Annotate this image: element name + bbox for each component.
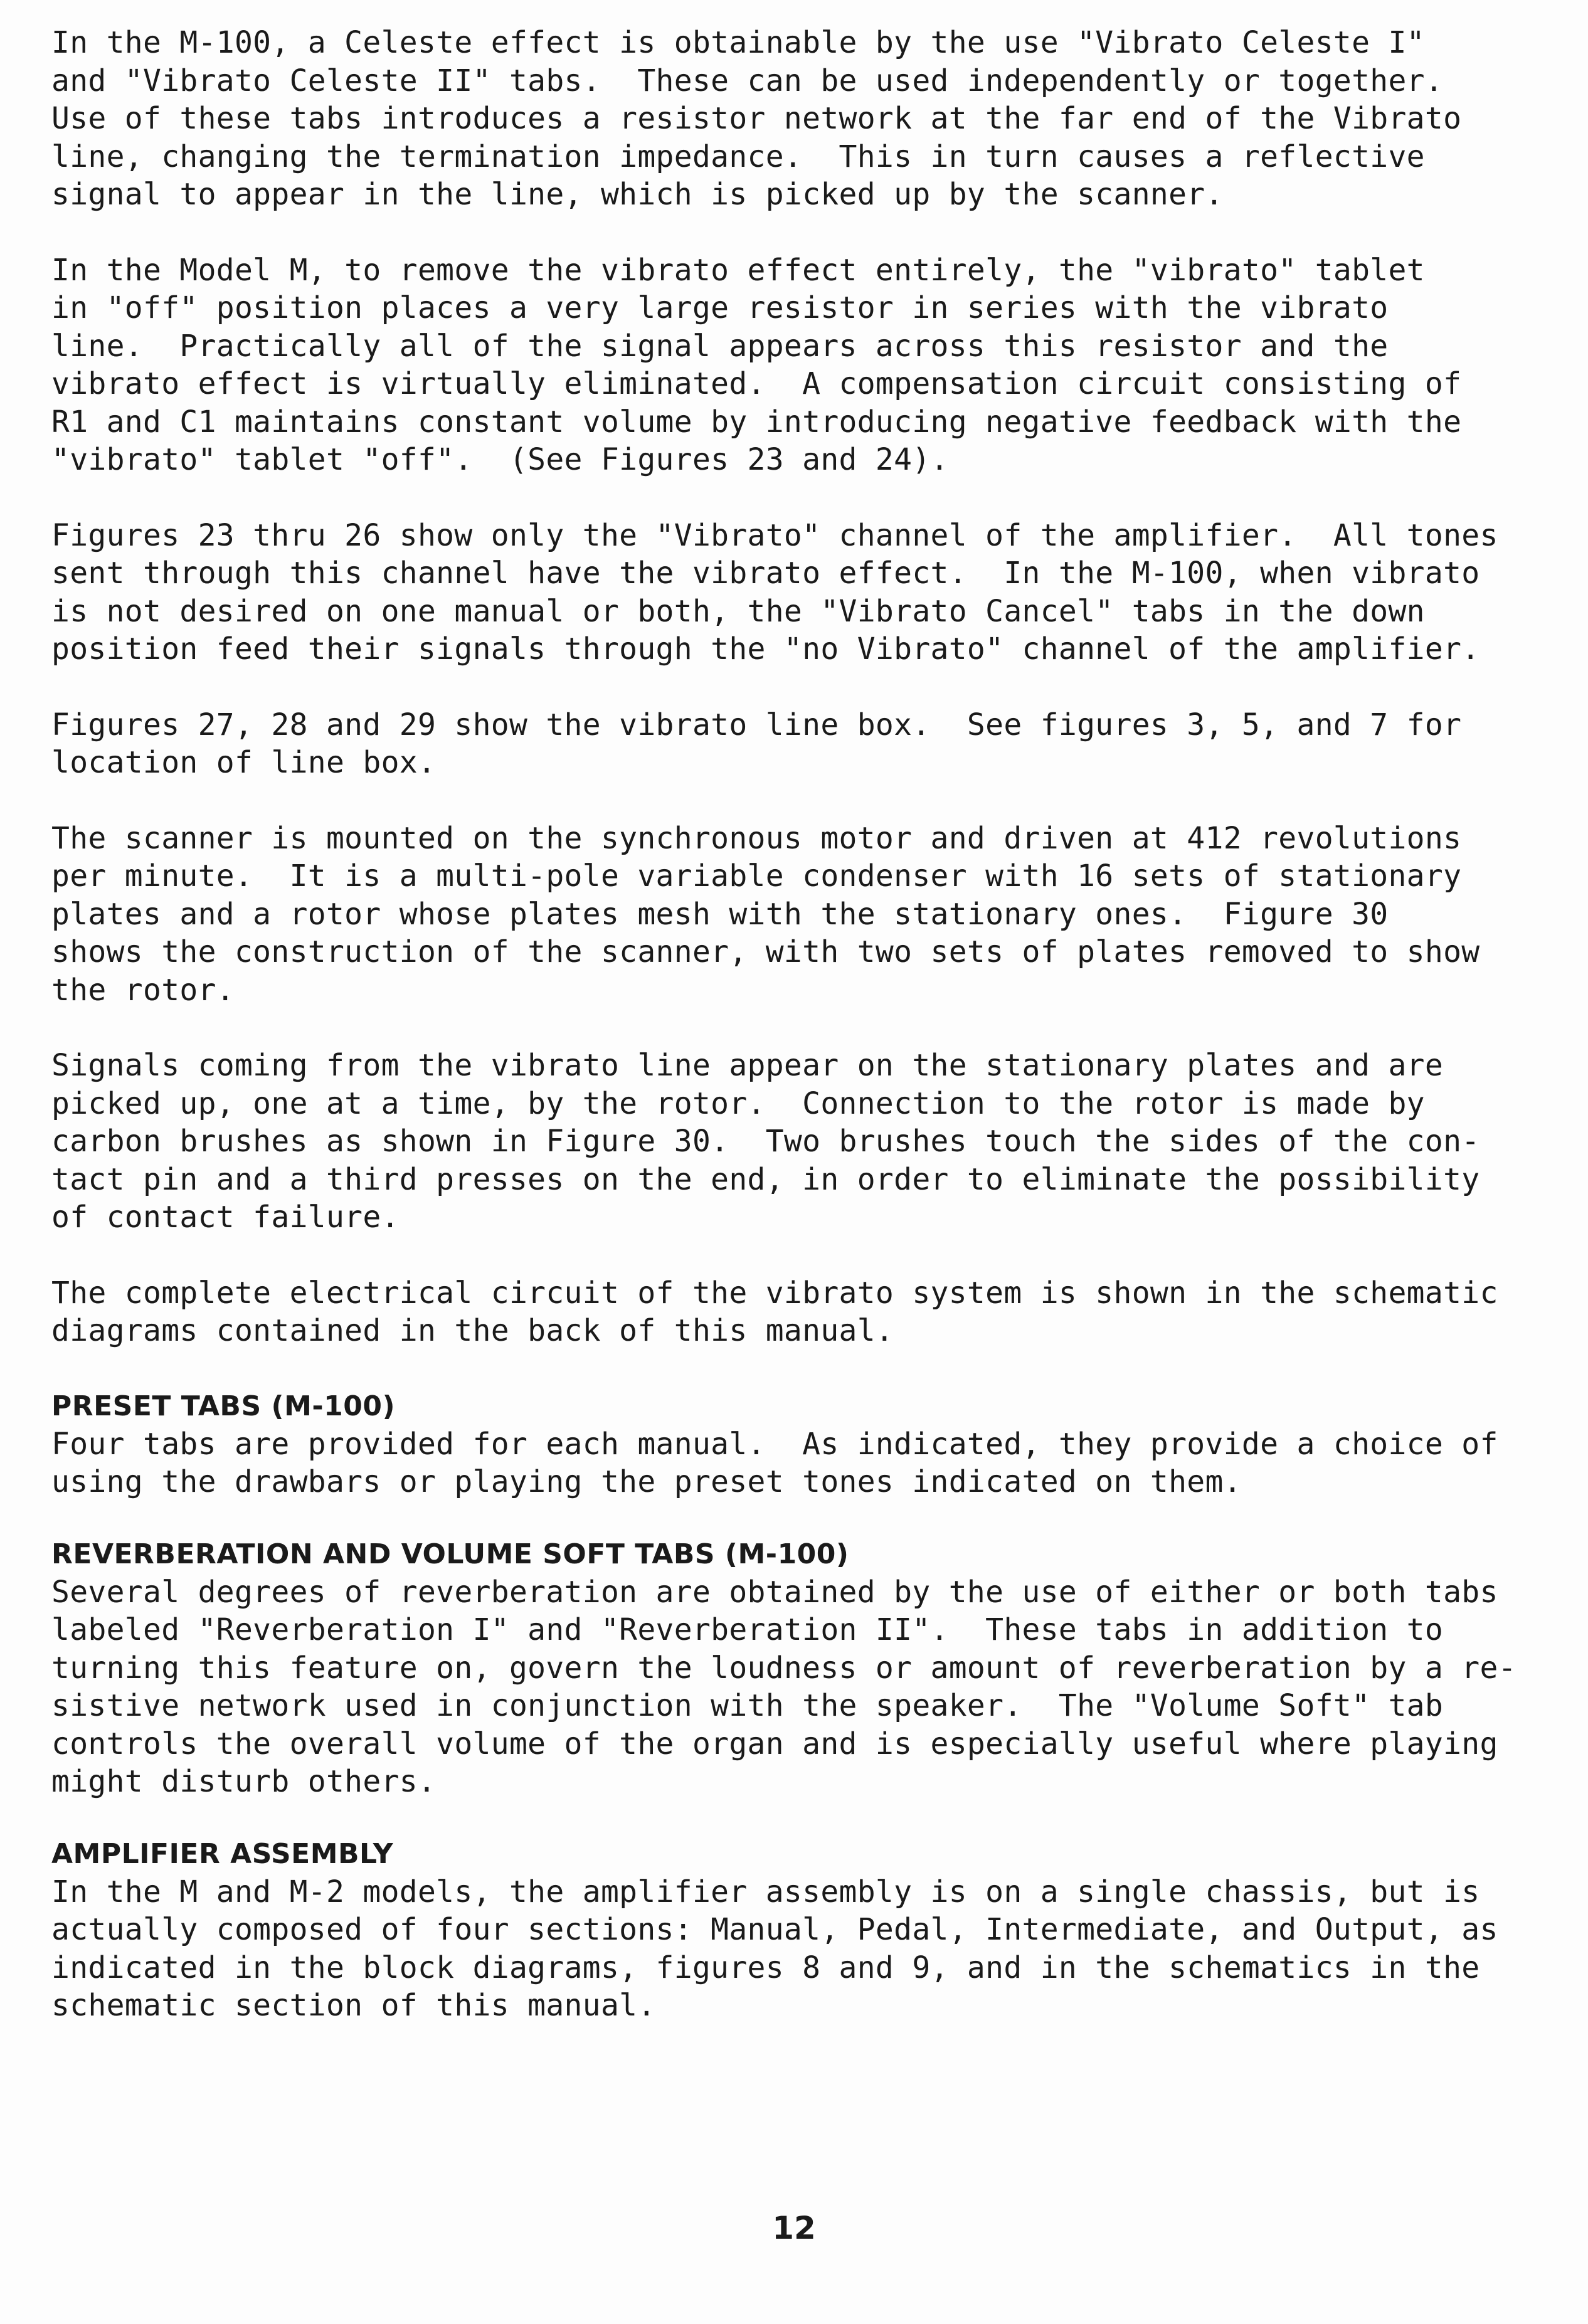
section-text: Four tabs are provided for each manual. As indicated, they provide a choice of using the drawbars or playing the preset tones indicated on them. (51, 1426, 1498, 1499)
paragraph-line-box: Figures 27, 28 and 29 show the vibrato line box. See figures 3, 5, and 7 for location of line box. (51, 707, 1462, 780)
page-content (51, 24, 1569, 2059)
section-heading: PRESET TABS (M-100) (51, 1390, 396, 1422)
section-preset-tabs (51, 1388, 1569, 1501)
paragraph-model-m-vibrato: In the Model M, to remove the vibrato effect entirely, the "vibrato" tablet in "off" position places a very large resistor in series with the vibrato line. Practically all of the signal appears across this resistor and the vibrato effect is virtually eliminated. A compensation circuit consisting of R1 and C1 maintains constant volume by introducing negative feedback with the "vibrato" tablet "off". (See Figures 23 and 24). (51, 252, 1462, 477)
paragraph-scanner: The scanner is mounted on the synchronous motor and driven at 412 revolutions per minute. It is a multi-pole variable condenser with 16 sets of stationary plates and a rotor whose plates mesh with the stationary ones. Figure 30 shows the construction of the scanner, with two sets of plates removed to show the rotor. (51, 820, 1480, 1008)
section-text: In the M and M-2 models, the amplifier assembly is on a single chassis, but is actually composed of four sections: Manual, Pedal, Intermediate, and Output, as indicated in the block diagrams, figures 8 and 9, and in the schematics in the schematic section of this manual. (51, 1874, 1498, 2023)
section-text: Several degrees of reverberation are obtained by the use of either or both tabs labeled "Reverberation I" and "Reverberation II". These tabs in addition to turning this feature on, govern the loudness or amount of reverberation by a re- sistive network used in conjunction with the speaker. The "Volume Soft" tab controls the overall volume of the organ and is especially useful where playing might disturb others. (51, 1574, 1517, 1799)
section-heading: AMPLIFIER ASSEMBLY (51, 1837, 394, 1870)
paragraph-vibrato-channel: Figures 23 thru 26 show only the "Vibrato" channel of the amplifier. All tones sent through this channel have the vibrato effect. In the M-100, when vibrato is not desired on one manual or both, the "Vibrato Cancel" tabs in the down position feed their signals through the "no Vibrato" channel of the amplifier. (51, 517, 1498, 667)
paragraph-schematic-reference: The complete electrical circuit of the vibrato system is shown in the schematic diagrams contained in the back of this manual. (51, 1275, 1498, 1348)
page-number: 12 (772, 2210, 816, 2246)
section-heading: REVERBERATION AND VOLUME SOFT TABS (M-100) (51, 1538, 849, 1570)
paragraph-celeste-effect: In the M-100, a Celeste effect is obtainable by the use "Vibrato Celeste I" and "Vibrato Celeste II" tabs. These can be used independently or together. Use of these tabs introduces a resistor network at the far end of the Vibrato line, changing the termination impedance. This in turn causes a reflective signal to appear in the line, which is picked up by the scanner. (51, 25, 1462, 212)
section-amplifier-assembly (51, 1835, 1569, 2025)
section-reverberation (51, 1536, 1569, 1801)
paragraph-signals-rotor: Signals coming from the vibrato line appear on the stationary plates and are picked up, one at a time, by the rotor. Connection to the rotor is made by carbon brushes as shown in Figure 30. Two brushes touch the sides of the con- tact pin and a third presses on the end, in order to eliminate the possibility of contact failure. (51, 1048, 1480, 1235)
